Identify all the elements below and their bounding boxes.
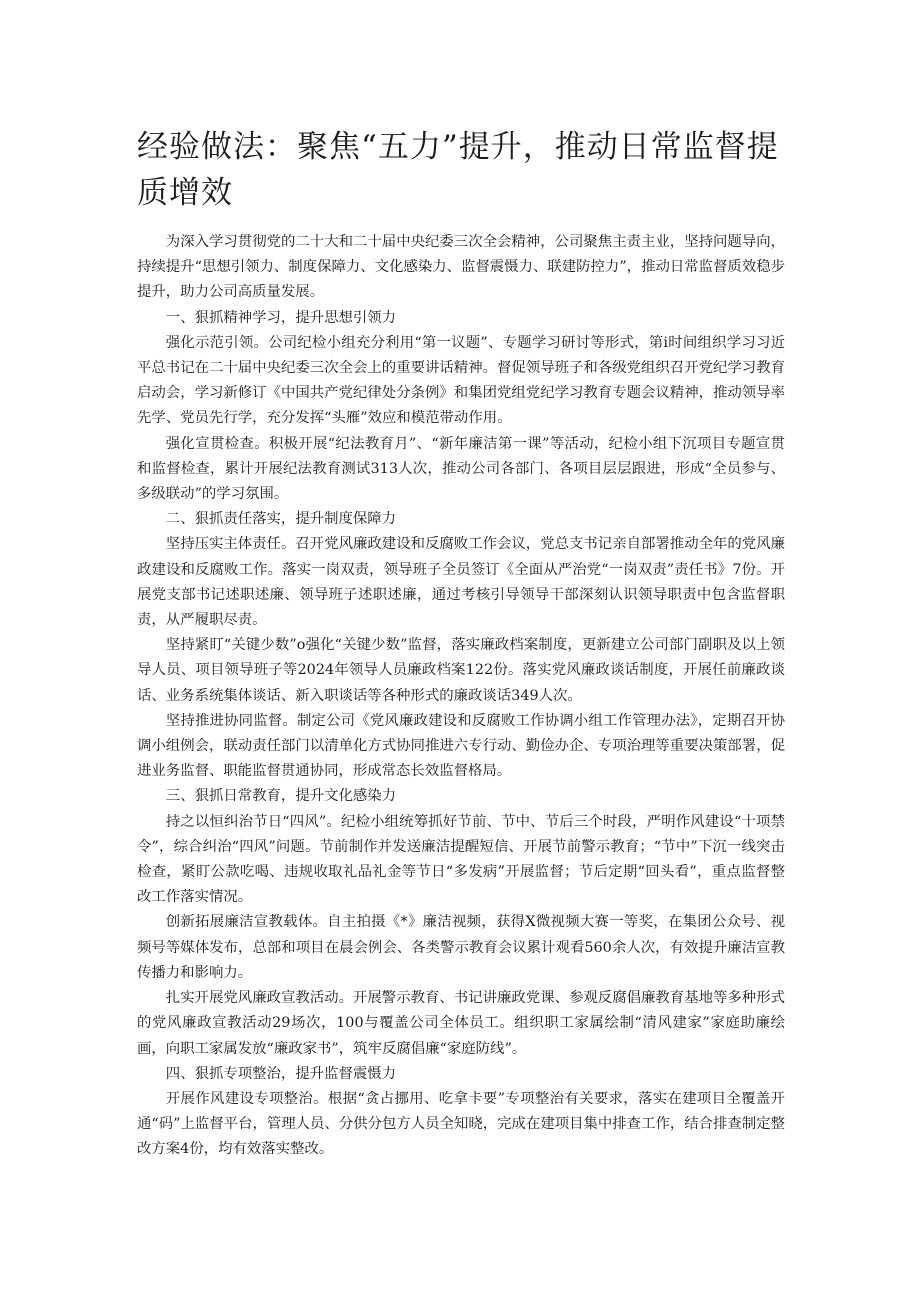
section-heading-3: 三、狠抓日常教育，提升文化感染力 xyxy=(165,788,397,805)
body-paragraph: 持之以恒纠治节日“四风”。纪检小组统筹抓好节前、节中、节后三个时段，严明作风建设“十项禁令”，综合纠治“四风”问题。节前制作并发送廉洁提醒短信、开展节前警示教育；“节中”下沉一线突击检查，紧盯公款吃喝、违规收取礼品礼金等节日“多发病”开展监督；节后定期“回头看”，重点监督整改工作落实情况。 xyxy=(137,813,785,906)
section-heading-1: 一、狠抓精神学习，提升思想引领力 xyxy=(165,309,397,326)
body-paragraph: 坚持压实主体责任。召开党风廉政建设和反腐败工作会议，党总支书记亲自部署推动全年的党风廉政建设和反腐败工作。落实一岗双责，领导班子全员签订《全面从严治党“一岗双责”责任书》7份。开展党支部书记述职述廉、领导班子述职述廉，通过考核引导领导干部深刻认识领导职责中包含监督职责，从严履职尽责。 xyxy=(137,536,785,629)
section-heading-4: 四、狠抓专项整治，提升监督震慑力 xyxy=(165,1065,397,1082)
body-paragraph: 强化示范引领。公司纪检小组充分利用“第一议题”、专题学习研讨等形式，第i时间组织学习习近平总书记在二十届中央纪委三次全会上的重要讲话精神。督促领导班子和各级党组织召开党纪学习教育启动会，学习新修订《中国共产党纪律处分条例》和集团党组党纪学习教育专题会议精神，推动领导率先学、党员先行学，充分发挥“头雁”效应和模范带动作用。 xyxy=(137,334,785,427)
document-body xyxy=(137,230,785,1163)
body-paragraph: 扎实开展党风廉政宣教活动。开展警示教育、书记讲廉政党课、参观反腐倡廉教育基地等多种形式的党风廉政宣教活动29场次，100与覆盖公司全体员工。组织职工家属绘制“清风建家”家庭助廉绘画，向职工家属发放“廉政家书”，筑牢反腐倡廉“家庭防线”。 xyxy=(137,990,785,1057)
body-paragraph: 创新拓展廉洁宣教载体。自主拍摄《*》廉洁视频，获得X微视频大赛一等奖，在集团公众号、视频号等媒体发布，总部和项目在晨会例会、各类警示教育会议累计观看560余人次，有效提升廉洁宣教传播力和影响力。 xyxy=(137,914,785,981)
body-paragraph: 坚持紧盯“关键少数”o强化“关键少数”监督，落实廉政档案制度，更新建立公司部门副职及以上领导人员、项目领导班子等2024年领导人员廉政档案122份。落实党风廉政谈话制度，开展任前廉政谈话、业务系统集体谈话、新入职谈话等各种形式的廉政谈话349人次。 xyxy=(137,637,785,704)
section-heading-2: 二、狠抓责任落实，提升制度保障力 xyxy=(165,511,397,528)
body-paragraph: 坚持推进协同监督。制定公司《党风廉政建设和反腐败工作协调小组工作管理办法》，定期召开协调小组例会，联动责任部门以清单化方式协同推进六专行动、勤俭办企、专项治理等重要决策部署，促进业务监督、职能监督贯通协同，形成常态长效监督格局。 xyxy=(137,712,785,780)
body-paragraph: 开展作风建设专项整治。根据“贪占挪用、吃拿卡要”专项整治有关要求，落实在建项目全覆盖开通“码”上监督平台，管理人员、分供分包方人员全知晓，完成在建项目集中排查工作，结合排查制定整改方案4份，均有效落实整改。 xyxy=(137,1090,785,1158)
intro-paragraph: 为深入学习贯彻党的二十大和二十届中央纪委三次全会精神，公司聚焦主责主业，坚持问题导向，持续提升“思想引领力、制度保障力、文化感染力、监督震慑力、联建防控力”，推动日常监督质效稳步提升，助力公司高质量发展。 xyxy=(137,234,785,301)
body-paragraph: 强化宣贯检查。积极开展“纪法教育月”、“新年廉洁第一课”等活动，纪检小组下沉项目专题宣贯和监督检查，累计开展纪法教育测试313人次，推动公司各部门、各项目层层跟进，形成“全员参与、多级联动”的学习氛围。 xyxy=(137,435,785,503)
document-title: 经验做法：聚焦“五力”提升，推动日常监督提质增效 xyxy=(137,129,779,211)
